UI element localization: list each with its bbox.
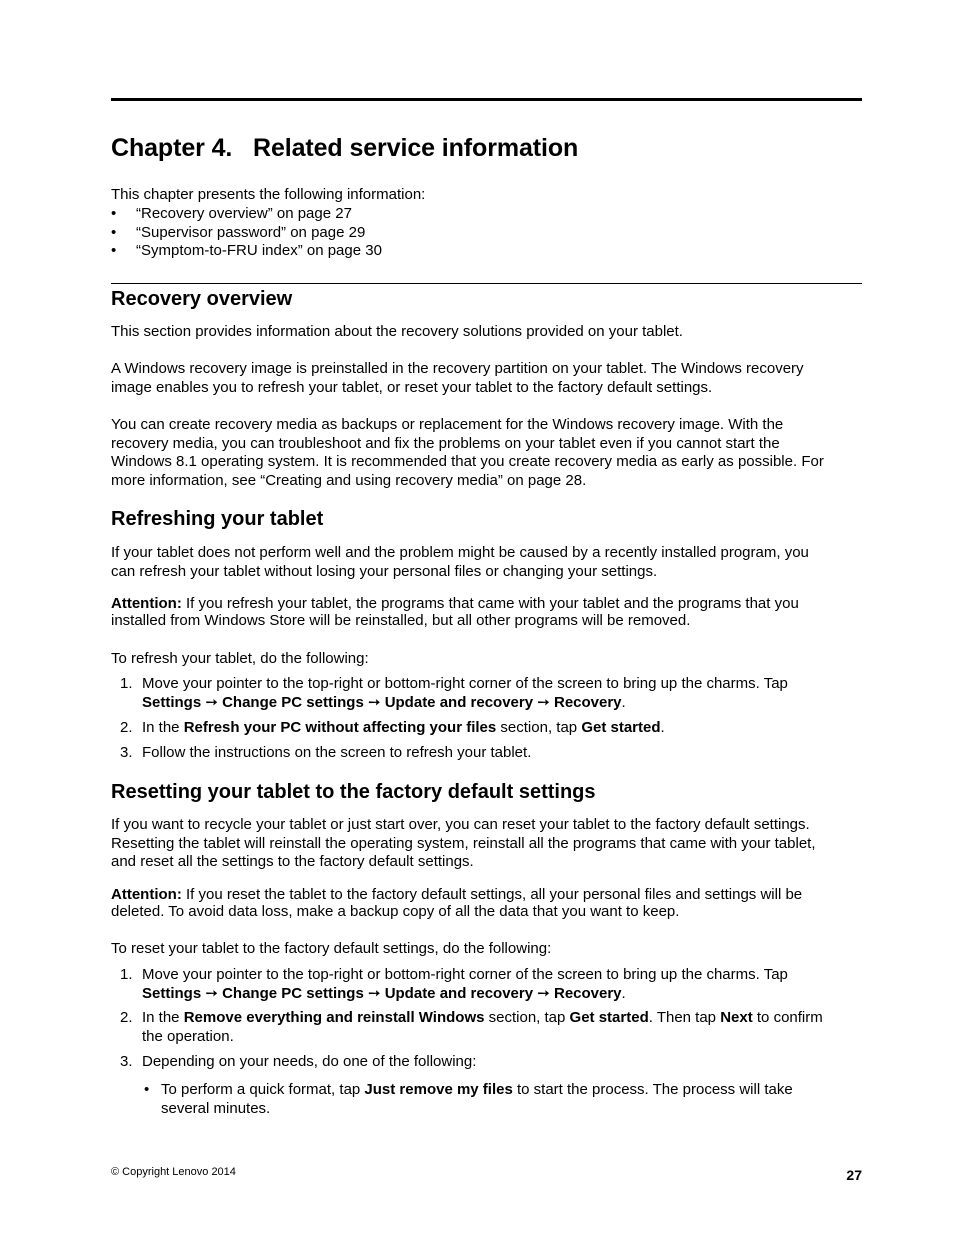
refresh-steps-lead: To refresh your tablet, do the following: (111, 650, 369, 667)
arrow-icon: ➙ (201, 694, 223, 711)
chapter-title (111, 134, 578, 163)
refresh-p1-line1: If your tablet does not perform well and the problem might be caused by a recently installed program, you (111, 544, 809, 561)
refresh-attention-line2: installed from Windows Store will be reinstalled, but all other programs will be removed. (111, 612, 691, 629)
heading-refreshing: Refreshing your tablet (111, 508, 324, 530)
attention-label: Attention: (111, 595, 182, 612)
link-symptom-fru-index[interactable]: “Symptom-to-FRU index” on page 30 (136, 242, 382, 259)
recovery-overview-p3-line3: Windows 8.1 operating system. It is recommended that you create recovery media as early as possible. For (111, 453, 824, 470)
arrow-icon: ➙ (363, 694, 385, 711)
footer-copyright: © Copyright Lenovo 2014 (111, 1166, 236, 1178)
reset-p1-line3: and reset all the settings to the factory default settings. (111, 853, 474, 870)
link-supervisor-password[interactable]: “Supervisor password” on page 29 (136, 224, 366, 241)
recovery-overview-p3-line2: recovery media, you can troubleshoot and fix the problems on your tablet even if you cannot start the (111, 435, 780, 452)
recovery-overview-p2-line2: image enables you to refresh your tablet, or reset your tablet to the factory default settings. (111, 379, 713, 396)
chapter-number: Chapter 4. (111, 134, 233, 162)
reset-attention-line2: deleted. To avoid data loss, make a backup copy of all the data that you want to keep. (111, 903, 680, 920)
link-recovery-overview[interactable]: “Recovery overview” on page 27 (136, 205, 352, 222)
page-number: 27 (846, 1167, 862, 1183)
heading-resetting: Resetting your tablet to the factory default settings (111, 781, 596, 803)
recovery-overview-p3-line4[interactable]: more information, see “Creating and using recovery media” on page 28. (111, 472, 587, 489)
chapter-top-rule (111, 98, 862, 101)
arrow-icon: ➙ (363, 985, 385, 1002)
arrow-icon: ➙ (201, 985, 223, 1002)
recovery-overview-p3-line1: You can create recovery media as backups or replacement for the Windows recovery image. With the (111, 416, 784, 433)
arrow-icon: ➙ (533, 985, 554, 1002)
heading-recovery-overview: Recovery overview (111, 288, 293, 310)
reset-attention-line1: Attention: If you reset the tablet to the factory default settings, all your personal files and settings will be (111, 886, 803, 903)
attention-label: Attention: (111, 886, 182, 903)
reset-steps-lead: To reset your tablet to the factory default settings, do the following: (111, 940, 552, 957)
intro-lead: This chapter presents the following information: (111, 186, 426, 203)
recovery-overview-p1: This section provides information about the recovery solutions provided on your tablet. (111, 323, 683, 340)
refresh-p1-line2: can refresh your tablet without losing your personal files or changing your settings. (111, 563, 658, 580)
arrow-icon: ➙ (533, 694, 554, 711)
section-rule (111, 283, 862, 284)
reset-p1-line1: If you want to recycle your tablet or just start over, you can reset your tablet to the factory default settings. (111, 816, 810, 833)
chapter-title-text: Related service information (253, 134, 579, 162)
refresh-attention-line1: Attention: If you refresh your tablet, the programs that came with your tablet and the programs that you (111, 595, 799, 612)
reset-p1-line2: Resetting the tablet will reinstall the operating system, reinstall all the programs that came with your tablet, (111, 835, 816, 852)
recovery-overview-p2-line1: A Windows recovery image is preinstalled in the recovery partition on your tablet. The Windows recovery (111, 360, 804, 377)
